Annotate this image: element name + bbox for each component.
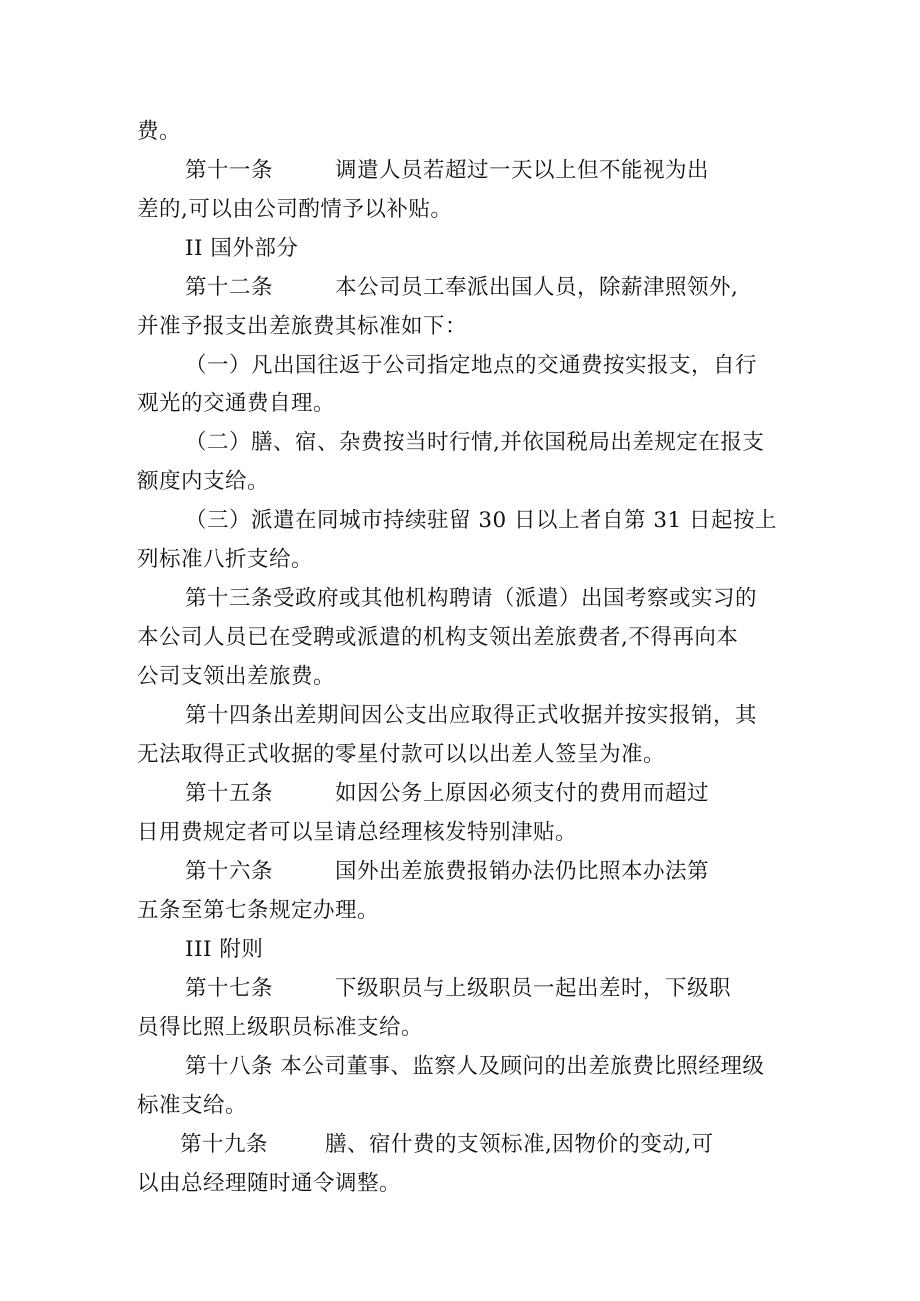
article-label: 第十九条 [180, 1132, 269, 1157]
article-label: 第十五条 [185, 781, 274, 806]
text-line: 费。 [137, 119, 182, 144]
text-line: 额度内支给。 [137, 469, 270, 494]
text-line: 如因公务上原因必须支付的费用而超过 [335, 781, 710, 806]
article-label: 第十二条 [185, 275, 274, 300]
text-line: 本公司人员已在受聘或派遣的机构支领出差旅费者,不得再向本 [137, 625, 739, 650]
text-line: 并准予报支出差旅费其标准如下： [137, 314, 468, 339]
text-line: 无法取得正式收据的零星付款可以以出差人签呈为准。 [137, 742, 666, 767]
text-line: （一）凡出国往返于公司指定地点的交通费按实报支，自行 [185, 353, 758, 378]
text-line: 下级职员与上级职员一起出差时，下级职 [335, 976, 732, 1001]
article-label: 第十七条 [185, 976, 274, 1001]
text-line: 员得比照上级职员标准支给。 [137, 1015, 424, 1040]
text-line: 膳、宿什费的支领标准,因物价的变动,可 [325, 1132, 714, 1157]
text-line: 差的,可以由公司酌情予以补贴。 [137, 197, 453, 222]
text-line: 五条至第七条规定办理。 [137, 898, 380, 923]
text-line: 第十八条 本公司董事、监察人及顾问的出差旅费比照经理级 [185, 1054, 765, 1079]
text-line: 观光的交通费自理。 [137, 391, 336, 416]
text-line: 本公司员工奉派出国人员，除薪津照领外, [335, 275, 739, 300]
article-label: 第十一条 [185, 158, 274, 183]
text-line: （三）派遣在同城市持续驻留 30 日以上者自第 31 日起按上 [185, 508, 778, 533]
text-line: 公司支领出差旅费。 [137, 664, 336, 689]
text-line: 日用费规定者可以呈请总经理核发特别津贴。 [137, 820, 578, 845]
section-heading: III 附则 [185, 937, 264, 962]
text-line: 第十四条出差期间因公支出应取得正式收据并按实报销，其 [185, 703, 758, 728]
text-line: 调遣人员若超过一天以上但不能视为出 [335, 158, 710, 183]
text-line: 第十三条受政府或其他机构聘请（派遣）出国考察或实习的 [185, 586, 758, 611]
article-label: 第十六条 [185, 859, 274, 884]
section-heading: II 国外部分 [185, 236, 299, 261]
text-line: 标准支给。 [137, 1093, 248, 1118]
text-line: 以由总经理随时通令调整。 [137, 1171, 402, 1196]
text-line: （二）膳、宿、杂费按当时行情,并依国税局出差规定在报支 [185, 430, 765, 455]
text-line: 国外出差旅费报销办法仍比照本办法第 [335, 859, 710, 884]
text-line: 列标准八折支给。 [137, 547, 314, 572]
